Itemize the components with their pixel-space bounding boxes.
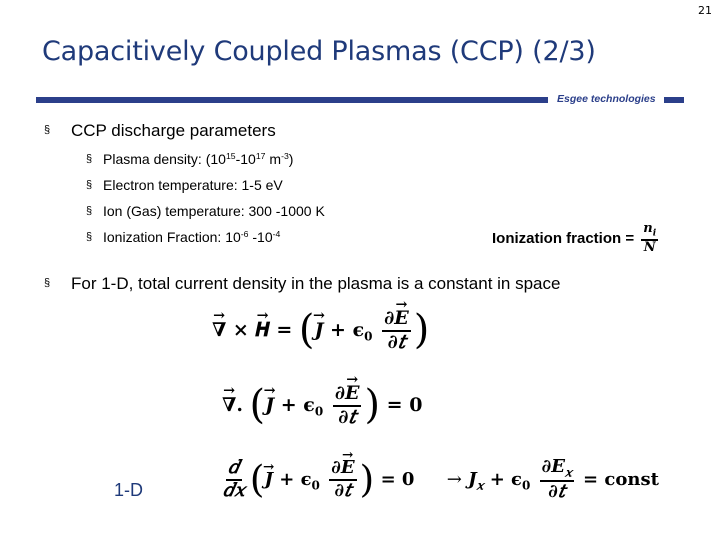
sub-bullet-text: Electron temperature: 1-5 eV bbox=[103, 177, 283, 193]
title-rule-left bbox=[36, 97, 548, 103]
bullet-marker: § bbox=[86, 153, 93, 165]
sub-bullet-label: Ionization Fraction: bbox=[103, 229, 222, 245]
divergence-equation: → ∇. (→ 𝑱 + $\epsilon_0$ $\frac{\text{∂→ 𝑬}}{\text{∂𝑡}}$ ) = 0 bbox=[222, 383, 422, 429]
brand-logo: Esgee technologies bbox=[557, 93, 656, 105]
title-rule-right bbox=[664, 97, 684, 103]
one-d-label: 1-D bbox=[114, 480, 144, 500]
bullet-marker: § bbox=[86, 205, 93, 217]
bullet-marker: § bbox=[44, 277, 51, 289]
bullet-marker: § bbox=[44, 124, 51, 136]
one-d-equation: $\frac{\text{𝑑}}{\text{𝑑𝑥}}$ (→ 𝑱 + $\epsilon_0$ $\frac{\text{∂→ 𝑬}}{\text{∂𝑡}}$ ) = 0 → 𝑱$_𝑥$ + $\epsilon_0$ $\frac{\partial 𝑬_𝑥}{\text{∂𝑡}}$ = const bbox=[218, 457, 659, 503]
ionization-fraction-equation: Ionization fraction = $\frac{n_i}{N}$ bbox=[492, 221, 657, 255]
main-bullet-1-text: CCP discharge parameters bbox=[71, 121, 276, 140]
constant-text: const bbox=[604, 469, 659, 491]
sub-bullet-text: Ion (Gas) temperature: 300 -1000 K bbox=[103, 203, 325, 219]
bullet-marker: § bbox=[86, 179, 93, 191]
bullet-marker: § bbox=[86, 231, 93, 243]
slide-number: 21 bbox=[698, 4, 712, 17]
sub-bullet-label: Plasma density: bbox=[103, 151, 202, 167]
slide-title: Capacitively Coupled Plasmas (CCP) (2/3) bbox=[42, 36, 596, 67]
ampere-law-equation: → ∇ × → 𝑯 = (→ 𝑱 + $\epsilon_0$ $\frac{\text{∂→ 𝑬}}{\text{∂𝑡}}$ ) bbox=[212, 308, 429, 354]
main-bullet-2-text: For 1-D, total current density in the plasma is a constant in space bbox=[71, 274, 561, 293]
